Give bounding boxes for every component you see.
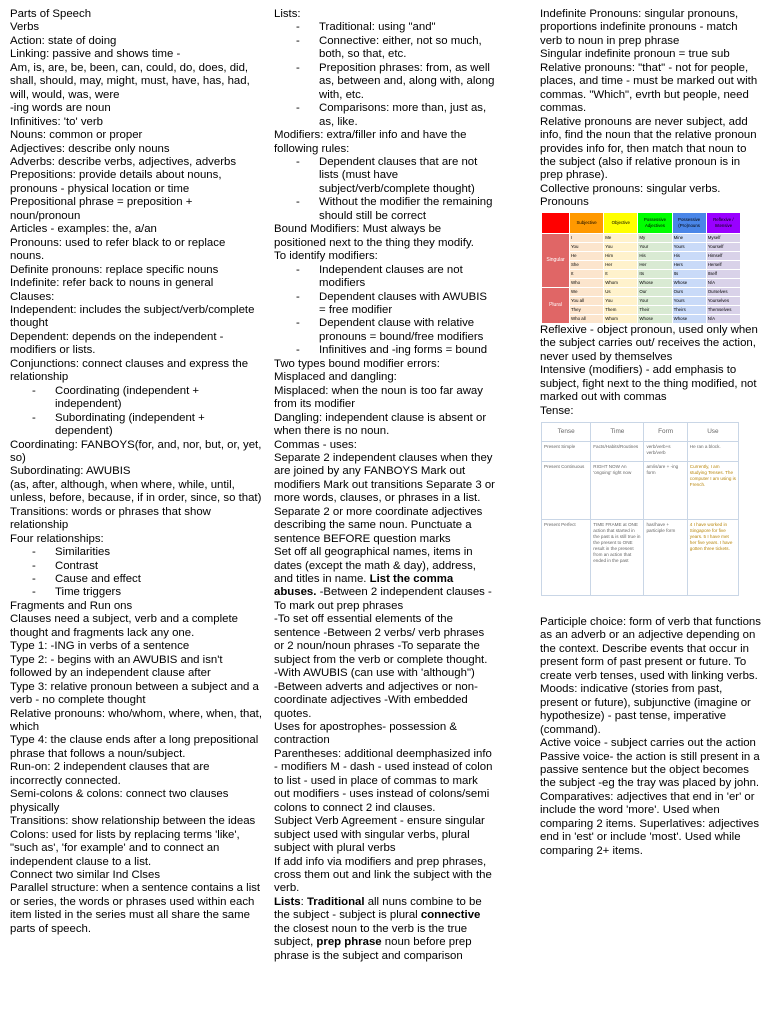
- note-line: Two types bound modifier errors:: [274, 357, 440, 370]
- note-line: Connect two similar Ind Clses: [10, 869, 161, 881]
- note-text: noun before prep phrase is the subject and comparison: [274, 936, 472, 962]
- note-line: Adjectives: describe only nouns: [10, 142, 170, 155]
- pronoun-cell: It: [570, 269, 604, 278]
- pronoun-cell: Her: [604, 260, 638, 269]
- tense-row: [542, 461, 739, 519]
- note-line: Misplaced and dangling:: [274, 371, 397, 384]
- note-line: -Between adverts and adjectives or non-coordinate adjectives -With embedded quotes.: [274, 680, 478, 720]
- tense-cell: Present Continuous: [542, 461, 591, 519]
- pronoun-cell: You all: [570, 296, 604, 305]
- list-item: - Dependent clauses with AWUBIS = free modifier: [274, 291, 496, 318]
- note-line: Colons: used for lists by replacing terms 'like', "such as', 'for example' and to connect an independent clause to a list.: [10, 828, 240, 868]
- note-text: all nuns combine to be the subject - subject is plural: [274, 895, 482, 922]
- pronoun-cell: His: [638, 251, 672, 260]
- note-line: Prepositional phrase = preposition + noun/pronoun: [10, 196, 193, 222]
- tense-cell: RIGHT NOW An 'ongoing' right now: [591, 461, 644, 519]
- note-line: Transitions: show relationship between the ideas: [10, 815, 256, 828]
- modifier-rules: [274, 156, 496, 223]
- pronoun-row: [542, 296, 741, 305]
- tense-cell: Currently, I am studying Tenses. The computer I am using is French.: [687, 461, 738, 519]
- note-line: Parallel structure: when a sentence contains a list or series, the words or phrases used within each item listed in the series must all share the same parts of speech.: [10, 882, 261, 935]
- tense-cell: verb/verb+s verb/verb: [644, 441, 687, 461]
- notes-column-1: [10, 8, 262, 936]
- note-line: Infinitives: 'to' verb: [10, 115, 103, 128]
- pronoun-row: [542, 305, 741, 314]
- note-line: Collective pronouns: singular verbs.: [540, 182, 721, 195]
- note-line: Nouns: common or proper: [10, 129, 143, 142]
- note-line: Uses for apostrophes- possession & contraction: [274, 721, 457, 747]
- header-cell: Possessive (Pro)nouns: [672, 212, 706, 233]
- header-cell: Reflexive / Intensive: [706, 212, 740, 233]
- pronoun-cell: Themselves: [706, 305, 740, 314]
- pronoun-cell: Whose: [672, 314, 706, 323]
- note-line: Type 2: - begins with an AWUBIS and isn't followed by an independent clause after: [10, 653, 223, 680]
- tense-cell: has/have + participle form: [644, 519, 687, 595]
- heading-verbs: Verbs: [10, 21, 40, 34]
- pronoun-cell: She: [570, 260, 604, 269]
- list-item: - Contrast: [10, 560, 262, 573]
- header-cell: Time: [591, 422, 644, 441]
- lists-types: [274, 21, 496, 129]
- pronoun-cell: Who: [570, 278, 604, 287]
- list-item: - Subordinating (independent + dependent): [10, 412, 262, 439]
- pronoun-cell: Whom: [604, 314, 638, 323]
- pronoun-cell: Her: [638, 260, 672, 269]
- tense-cell: Present Perfect: [542, 519, 591, 595]
- pronoun-cell: Me: [604, 233, 638, 242]
- bold-text: Traditional: [306, 895, 365, 908]
- tense-cell: am/is/are + -ing form: [644, 461, 687, 519]
- pronoun-cell: Yourselves: [706, 296, 740, 305]
- pronoun-row: [542, 278, 741, 287]
- list-item: - Connective: either, not so much, both, so that, etc.: [274, 35, 496, 62]
- pronoun-cell: My: [638, 233, 672, 242]
- bold-text: prep phrase: [316, 936, 382, 949]
- heading-lists: Lists:: [274, 8, 301, 20]
- identify-modifiers-list: [274, 264, 496, 358]
- pronoun-cell: He: [570, 251, 604, 260]
- comma-abuses-label: List the comma abuses.: [274, 573, 454, 599]
- header-cell: Use: [687, 422, 738, 441]
- note-line: Moods: indicative (stories from past, present or future), subjunctive (imagine or hypothesize) - past tense, imperative (command).: [540, 683, 751, 736]
- note-line: Intensive (modifiers) - add emphasis to subject, fight next to the thing modified, not marked out with commas: [540, 364, 757, 404]
- pronoun-cell: Whose: [638, 278, 672, 287]
- pronoun-cell: Herself: [706, 260, 740, 269]
- notes-column-3: [540, 8, 762, 858]
- pronoun-cell: N/A: [706, 278, 740, 287]
- pronoun-row: [542, 233, 741, 242]
- pronoun-cell: Hers: [672, 260, 706, 269]
- list-item: - Dependent clause with relative pronouns = bound/free modifiers: [274, 317, 496, 344]
- list-item: - Coordinating (independent + independent): [10, 385, 262, 412]
- note-line: Separate 2 or more coordinate adjectives describing the same noun. Punctuate a sentence BEFORE question marks: [274, 505, 483, 545]
- note-line: Pronouns: used to refer black to or replace nouns.: [10, 236, 226, 263]
- pronoun-cell: You: [604, 242, 638, 251]
- note-line: Bound Modifiers: Must always be positioned next to the thing they modify.: [274, 223, 474, 249]
- pronoun-cell: Himself: [706, 251, 740, 260]
- note-line: Active voice - subject carries out the action: [540, 737, 756, 750]
- note-line: Transitions: words or phrases that show relationship: [10, 505, 211, 532]
- note-line: Four relationships:: [10, 532, 104, 545]
- pronoun-cell: Us: [604, 287, 638, 296]
- note-line: Participle choice: form of verb that functions as an adverb or an adjective depending on the context. Describe events that occur in present form of past present or future. To create verb tenses, used with linking verbs.: [540, 615, 761, 682]
- pronoun-cell: You: [604, 296, 638, 305]
- tense-cell: TIME FRAME at ONE action that started in the past & is still true in the present to ONE result in the present from an action that ended in the past: [591, 519, 644, 595]
- relationship-list: [10, 546, 262, 600]
- pronoun-cell: Who all: [570, 314, 604, 323]
- note-line: Fragments and Run ons: [10, 599, 133, 612]
- note-line: [274, 546, 496, 613]
- pronoun-cell: Mine: [672, 233, 706, 242]
- note-line: Independent: includes the subject/verb/complete thought: [10, 303, 255, 330]
- note-line: Singular indefinite pronoun = true sub: [540, 48, 730, 61]
- pronoun-cell: Whose: [672, 278, 706, 287]
- tense-cell: He ran a block.: [687, 441, 738, 461]
- tense-cell: Facts/Habits/Routines: [591, 441, 644, 461]
- list-item: - Comparisons: more than, just as, as, like.: [274, 102, 496, 129]
- note-line: Clauses:: [10, 290, 55, 303]
- list-item: - Independent clauses are not modifiers: [274, 264, 496, 291]
- pronoun-row: [542, 260, 741, 269]
- list-item: - Time triggers: [10, 586, 262, 599]
- tense-row: [542, 519, 739, 595]
- note-line: Modifiers: extra/filler info and have the following rules:: [274, 129, 467, 155]
- note-line: Definite pronouns: replace specific nouns: [10, 263, 219, 276]
- list-item: - Infinitives and -ing forms = bound: [274, 344, 496, 357]
- pronoun-cell: Ourselves: [706, 287, 740, 296]
- pronoun-cell: It: [604, 269, 638, 278]
- note-line: Am, is, are, be, been, can, could, do, does, did, shall, should, may, might, must, have, has, had, will, would, was, were: [10, 61, 250, 101]
- header-cell: Tense: [542, 422, 591, 441]
- pronoun-cell: Whom: [604, 278, 638, 287]
- note-line: Subordinating: AWUBIS: [10, 465, 131, 478]
- pronoun-cell: Its: [672, 269, 706, 278]
- note-line: Semi-colons & colons: connect two clauses physically: [10, 788, 229, 814]
- note-line: Passive voice- the action is still present in a passive sentence but the object becomes the subject -eg the tray was placed by john.: [540, 750, 760, 790]
- note-line: Reflexive - object pronoun, used only when the subject carries out/ receives the action, never used by themselves: [540, 323, 758, 363]
- tense-cell: 4 I have worked in Singapore for five years. 5 I have met her five years. I have gotten three tickets.: [687, 519, 738, 595]
- pronoun-cell: Their: [638, 305, 672, 314]
- tense-row: [542, 441, 739, 461]
- note-line: Dependent: depends on the independent - modifiers or lists.: [10, 330, 224, 357]
- note-line: Subject Verb Agreement - ensure singular subject used with singular verbs, plural subject with plural verbs: [274, 815, 485, 855]
- pronoun-cell: They: [570, 305, 604, 314]
- note-line: Adverbs: describe verbs, adjectives, adverbs: [10, 155, 237, 168]
- note-line: Indefinite: refer back to nouns in general: [10, 277, 214, 290]
- header-cell: Subjective: [570, 212, 604, 233]
- note-text: the closest noun to the verb is the true subject,: [274, 922, 468, 949]
- pronoun-row: [542, 251, 741, 260]
- note-line: Type 3: relative pronoun between a subject and a verb - no complete thought: [10, 680, 259, 707]
- note-line: Relative pronouns: who/whom, where, when, that, which: [10, 707, 262, 734]
- note-line: Separate 2 independent clauses when they are joined by any FANBOYS Mark out modifiers Mark out transitions Separate 3 or more words, clauses, or phrases in a list.: [274, 451, 495, 505]
- note-line: If add info via modifiers and prep phrases, cross them out and link the subject with the verb.: [274, 855, 492, 895]
- pronoun-cell: Ours: [672, 287, 706, 296]
- pronoun-cell: Yourself: [706, 242, 740, 251]
- note-line: To identify modifiers:: [274, 250, 378, 263]
- pronoun-cell: Its: [638, 269, 672, 278]
- pronoun-cell: I: [570, 233, 604, 242]
- tense-table-header: [542, 422, 739, 441]
- note-line: Action: state of doing: [10, 34, 117, 47]
- pronoun-cell: Your: [638, 296, 672, 305]
- pronoun-cell: Your: [638, 242, 672, 251]
- pronoun-cell: Them: [604, 305, 638, 314]
- pronoun-cell: We: [570, 287, 604, 296]
- pronoun-cell: Yours: [672, 296, 706, 305]
- pronoun-cell: Yours: [672, 242, 706, 251]
- note-line: Type 1: -ING in verbs of a sentence: [10, 640, 190, 653]
- note-line: -ing words are noun: [10, 102, 111, 115]
- plural-label: Plural: [542, 287, 570, 323]
- tense-table: [541, 422, 739, 596]
- tense-cell: Present Simple: [542, 441, 591, 461]
- header-cell: Objective: [604, 212, 638, 233]
- note-line: Indefinite Pronouns: singular pronouns, proportions indefinite pronouns - match verb to noun in prep phrase: [540, 8, 739, 47]
- list-item: - Preposition phrases: from, as well as, between and, along with, along with, etc.: [274, 62, 496, 102]
- note-line: (as, after, although, when where, while, until, unless, before, because, if in order, since, so that): [10, 478, 262, 505]
- pronoun-cell: His: [672, 251, 706, 260]
- note-line: Clauses need a subject, verb and a complete thought and fragments lack any one.: [10, 613, 238, 639]
- pronoun-cell: Whose: [638, 314, 672, 323]
- pronoun-table-header: [542, 212, 741, 233]
- pronoun-row: [542, 242, 741, 251]
- pronoun-cell: Theirs: [672, 305, 706, 314]
- note-line: Misplaced: when the noun is too far away from its modifier: [274, 384, 483, 411]
- singular-label: Singular: [542, 233, 570, 287]
- list-item: - Traditional: using "and": [274, 21, 496, 34]
- list-item: - Dependent clauses that are not lists (must have subject/verb/complete thought): [274, 156, 496, 196]
- note-text: :: [300, 895, 307, 908]
- list-item: - Without the modifier the remaining should still be correct: [274, 196, 496, 223]
- note-line: Relative pronouns: "that" - not for people, places, and time - must be marked out with commas. "Which", evrth but people, need commas.: [540, 61, 758, 115]
- note-line: -To set off essential elements of the sentence -Between 2 verbs/ verb phrases or 2 noun/noun phrases -To separate the subject from the verb or complete thought.: [274, 613, 488, 666]
- pronoun-cell: Him: [604, 251, 638, 260]
- note-line: Comparatives: adjectives that end in 'er' or include the word 'more'. Used when comparing 2 items. Superlatives: adjectives end in 'est' or include 'most'. Used while comparing 2+ items.: [540, 790, 760, 857]
- notes-column-2: [274, 8, 496, 963]
- note-line: Dangling: independent clause is absent or when there is no noun.: [274, 411, 487, 438]
- note-line: Prepositions: provide details about nouns, pronouns - physical location or time: [10, 169, 222, 195]
- pronoun-cell: Itself: [706, 269, 740, 278]
- pronoun-table: [541, 212, 741, 324]
- heading-parts-of-speech: Parts of Speech: [10, 8, 92, 20]
- list-item: - Similarities: [10, 546, 262, 559]
- bold-text: Lists: [274, 895, 301, 908]
- note-line: Type 4: the clause ends after a long prepositional phrase that follows a noun/subject.: [10, 734, 259, 760]
- pronoun-row: [542, 269, 741, 278]
- note-line: Conjunctions: connect clauses and express the relationship: [10, 357, 249, 384]
- pronoun-row: [542, 287, 741, 296]
- lists-subject-note: [274, 896, 496, 963]
- pronoun-row: [542, 314, 741, 323]
- header-cell: Possessive Adjectives: [638, 212, 672, 233]
- pronoun-cell: You: [570, 242, 604, 251]
- header-cell: Form: [644, 422, 687, 441]
- note-line: Articles - examples: the, a/an: [10, 223, 157, 236]
- pronoun-cell: Myself: [706, 233, 740, 242]
- note-line: Commas - uses:: [274, 438, 357, 451]
- note-line: -With AWUBIS (can use with 'although"): [274, 667, 475, 680]
- note-line: Run-on: 2 independent clauses that are incorrectly connected.: [10, 761, 210, 787]
- conjunction-list: [10, 385, 262, 439]
- note-line: Relative pronouns are never subject, add info, find the noun that the relative pronoun provides info for, then match that noun to the subject (also if relative pronoun is in prep phrase).: [540, 115, 757, 182]
- note-line: Coordinating: FANBOYS(for, and, nor, but, or, yet, so): [10, 438, 262, 464]
- heading-pronouns: Pronouns: [540, 196, 589, 209]
- note-line: Parentheses: additional deemphasized info - modifiers M - dash - used instead of colon to list - used in place of commas to mark out modifiers - uses instead of colons/semi colons to connect 2 ind clauses.: [274, 747, 493, 814]
- heading-tense: Tense:: [540, 404, 574, 417]
- note-text: -Between 2 independent clauses -To mark out prep phrases: [274, 586, 492, 612]
- pronoun-cell: N/A: [706, 314, 740, 323]
- note-line: Linking: passive and shows time -: [10, 48, 181, 61]
- list-item: - Cause and effect: [10, 573, 262, 586]
- bold-text: connective: [420, 909, 481, 922]
- note-text: Set off all geographical names, items in dates (except the math & day), address, and titles in name.: [274, 546, 476, 586]
- pronoun-cell: Our: [638, 287, 672, 296]
- corner-cell: [542, 212, 570, 233]
